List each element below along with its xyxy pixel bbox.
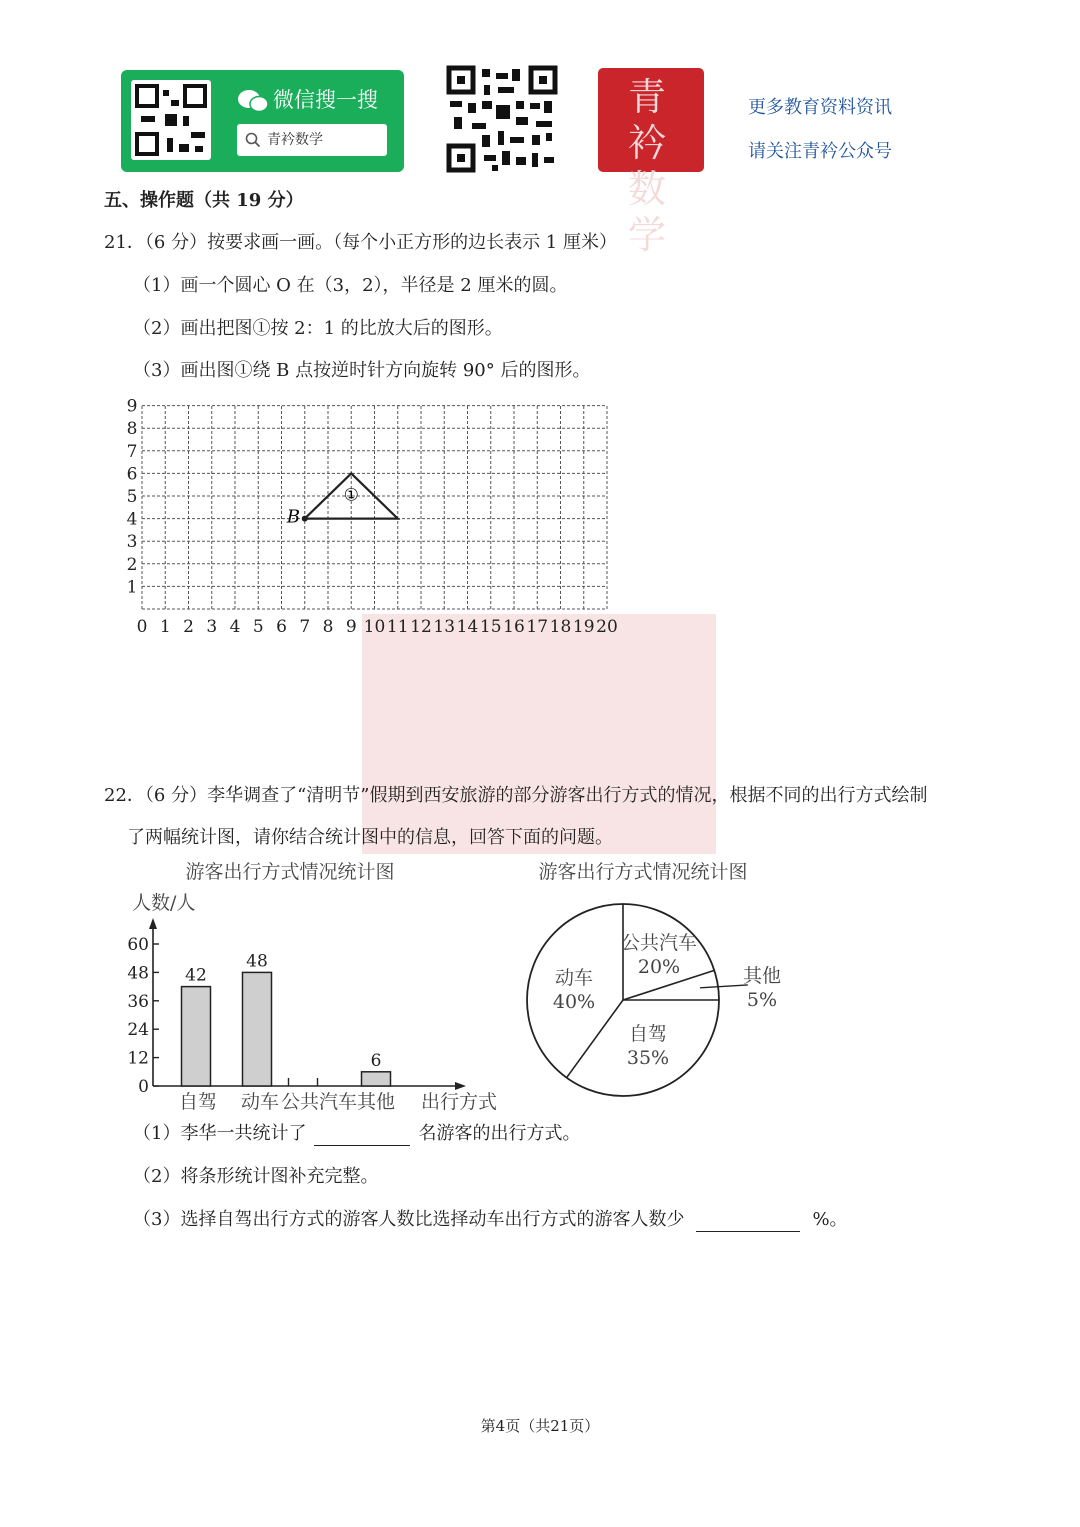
point-b-dot	[302, 516, 308, 522]
grid-x-tick-label: 14	[456, 617, 479, 637]
grid-x-tick-label: 18	[549, 617, 572, 637]
wechat-title: 微信搜一搜	[273, 88, 378, 112]
q21-sub2: （2）画出把图①按 2：1 的比放大后的图形。	[133, 318, 503, 339]
shape-1-label: ①	[343, 485, 359, 506]
grid-y-tick-label: 8	[126, 419, 138, 440]
wechat-search-text: 青衿数学	[267, 132, 323, 148]
qr-code-icon	[131, 80, 211, 160]
pie-percent-label: 20%	[637, 956, 681, 978]
qr-code	[446, 65, 558, 173]
pie-percent-label: 40%	[552, 991, 596, 1013]
q22-sub3-answer-blank[interactable]	[696, 1213, 800, 1232]
bar-y-tick-label: 36	[127, 991, 149, 1012]
bar-chart-ylabel: 人数/人	[132, 892, 196, 914]
pie-chart-title: 游客出行方式情况统计图	[538, 861, 748, 883]
q22-sub3	[133, 1208, 848, 1232]
bar-2	[243, 972, 272, 1086]
qingjin-seal-logo	[598, 68, 704, 257]
wechat-qr-code	[131, 80, 211, 160]
bar-category-label: 其他	[356, 1091, 396, 1113]
bar-category-label: 公共汽车	[280, 1091, 358, 1113]
wechat-search-banner	[121, 70, 404, 172]
q22-sub2: （2）将条形统计图补充完整。	[133, 1166, 379, 1187]
bar-category-label: 动车	[240, 1091, 280, 1113]
grid-x-tick-label: 8	[322, 617, 334, 637]
bar-x-axis-arrow	[455, 1082, 466, 1090]
pie-slice-label: 动车	[554, 967, 594, 989]
grid-x-tick-label: 13	[433, 617, 456, 637]
pie-percent-label: 5%	[746, 989, 778, 1011]
grid-y-tick-label: 9	[126, 398, 138, 417]
grid-y-tick-label: 1	[126, 577, 138, 598]
q21-sub3: （3）画出图①绕 B 点按逆时针方向旋转 90° 后的图形。	[133, 360, 591, 381]
bar-4	[362, 1072, 391, 1086]
bar-value-label: 6	[370, 1050, 382, 1071]
pie-percent-label: 35%	[626, 1047, 670, 1069]
grid-lines	[142, 406, 607, 609]
bar-series	[182, 951, 391, 1086]
grid-y-tick-label: 2	[126, 554, 138, 575]
grid-y-tick-label: 7	[126, 441, 138, 462]
grid-x-tick-label: 20	[596, 617, 618, 637]
grid-x-tick-label: 0	[136, 617, 148, 637]
q22-sub1	[133, 1122, 580, 1146]
grid-x-tick-label: 6	[276, 617, 287, 637]
grid-x-tick-label: 15	[479, 617, 502, 637]
bar-y-axis-arrow	[149, 918, 157, 929]
q22-stem-line1: 22．（6 分）李华调查了“清明节”假期到西安旅游的部分游客出行方式的情况，根据不同的出行方式绘制	[104, 785, 928, 806]
bar-chart-xlabel: 出行方式	[421, 1091, 498, 1113]
bar-chart-title: 游客出行方式情况统计图	[185, 861, 395, 883]
follow-line-1: 更多教育资料资讯	[748, 97, 892, 118]
pie-chart	[500, 852, 820, 1097]
bar-chart	[118, 852, 518, 1122]
bar-y-ticks	[127, 935, 159, 1097]
bar-1	[182, 987, 211, 1086]
bar-y-tick-label: 12	[127, 1048, 149, 1069]
bar-y-tick-label: 0	[138, 1077, 149, 1097]
grid-x-tick-label: 9	[345, 617, 357, 637]
pie-slice-label: 公共汽车	[620, 932, 698, 954]
q22-sub1-answer-blank[interactable]	[314, 1127, 410, 1146]
grid-y-tick-label: 6	[126, 464, 138, 485]
q21-sub1: （1）画一个圆心 O 在（3，2），半径是 2 厘米的圆。	[133, 275, 568, 296]
bar-value-label: 48	[246, 951, 268, 972]
q22-sub1-after: 名游客的出行方式。	[418, 1123, 581, 1144]
bar-value-label: 42	[185, 965, 207, 986]
q21-stem: 21．（6 分）按要求画一画。（每个小正方形的边长表示 1 厘米）	[104, 232, 617, 253]
grid-x-tick-label: 12	[410, 617, 432, 637]
section-title: 五、操作题（共 19 分）	[104, 190, 304, 211]
follow-line-2: 请关注青衿公众号	[748, 141, 892, 162]
pie-slice-label: 自驾	[628, 1023, 668, 1045]
q22-stem-line2: 了两幅统计图，请你结合统计图中的信息，回答下面的问题。	[127, 827, 613, 848]
grid-x-tick-label: 1	[159, 617, 171, 637]
grid-x-tick-label: 10	[363, 617, 386, 637]
grid-x-tick-label: 2	[183, 617, 194, 637]
grid-x-tick-label: 19	[572, 617, 595, 637]
pie-slice-label: 其他	[742, 965, 782, 987]
seal-text: 青衿数学	[627, 75, 674, 257]
grid-y-tick-label: 3	[126, 532, 138, 553]
bar-category-label: 自驾	[178, 1091, 218, 1113]
q22-sub1-before: （1）李华一共统计了	[133, 1123, 307, 1144]
q21-grid-figure	[118, 398, 638, 644]
point-b-label: B	[286, 506, 300, 528]
bar-y-tick-label: 60	[127, 935, 149, 955]
q22-sub3-after: %。	[812, 1209, 848, 1230]
q22-sub3-before: （3）选择自驾出行方式的游客人数比选择动车出行方式的游客人数少	[133, 1209, 685, 1230]
search-icon	[245, 132, 261, 148]
grid-x-tick-label: 7	[299, 617, 311, 637]
grid-y-tick-label: 4	[126, 509, 138, 530]
grid-x-tick-label: 11	[386, 617, 409, 637]
bar-y-tick-label: 24	[127, 1020, 149, 1041]
wechat-icon	[237, 88, 269, 114]
grid-x-tick-label: 3	[206, 617, 218, 637]
wechat-search-box	[237, 124, 387, 156]
grid-x-tick-label: 4	[229, 617, 241, 637]
grid-x-ticks	[137, 617, 618, 637]
grid-x-tick-label: 16	[503, 617, 525, 637]
grid-y-ticks	[127, 398, 138, 597]
seal-watermark	[362, 614, 716, 854]
grid-x-tick-label: 5	[252, 617, 264, 637]
bar-categories	[179, 1091, 395, 1113]
grid-y-tick-label: 5	[126, 487, 138, 507]
grid-x-tick-label: 17	[526, 617, 549, 637]
bar-y-tick-label: 48	[127, 963, 149, 984]
page-footer: 第4页（共21页）	[480, 1417, 600, 1435]
